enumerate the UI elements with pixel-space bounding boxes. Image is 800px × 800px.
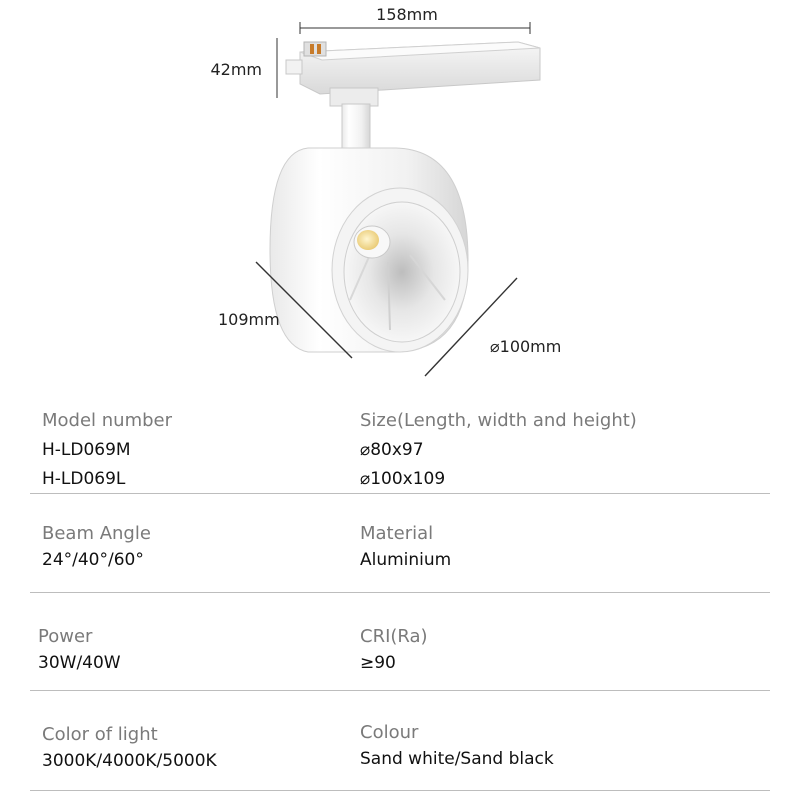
cri-label: CRI(Ra) xyxy=(360,626,428,647)
beam-angle-label: Beam Angle xyxy=(42,523,151,544)
divider xyxy=(30,690,770,691)
product-illustration xyxy=(0,0,800,390)
color-of-light-value: 3000K/4000K/5000K xyxy=(42,751,217,771)
width-label: 158mm xyxy=(376,5,438,24)
colour-value: Sand white/Sand black xyxy=(360,749,554,769)
model-number-label: Model number xyxy=(42,410,173,431)
divider xyxy=(30,592,770,593)
size-value-2: ⌀100x109 xyxy=(360,469,446,489)
divider xyxy=(30,493,770,494)
divider xyxy=(30,790,770,791)
depth-label: 109mm xyxy=(218,310,280,329)
power-value: 30W/40W xyxy=(38,653,121,673)
color-of-light-label: Color of light xyxy=(42,724,158,745)
cri-value: ≥90 xyxy=(360,653,396,673)
height-label: 42mm xyxy=(210,60,262,79)
beam-angle-value: 24°/40°/60° xyxy=(42,550,144,570)
size-value-1: ⌀80x97 xyxy=(360,440,424,460)
track-adapter xyxy=(286,42,540,94)
material-value: Aluminium xyxy=(360,550,452,570)
size-label: Size(Length, width and height) xyxy=(360,410,637,431)
colour-label: Colour xyxy=(360,722,419,743)
model-number-value-1: H-LD069M xyxy=(42,440,131,460)
power-label: Power xyxy=(38,626,93,647)
material-label: Material xyxy=(360,523,434,544)
diameter-label: ⌀100mm xyxy=(490,337,562,356)
spotlight-body xyxy=(270,148,468,352)
model-number-value-2: H-LD069L xyxy=(42,469,126,489)
